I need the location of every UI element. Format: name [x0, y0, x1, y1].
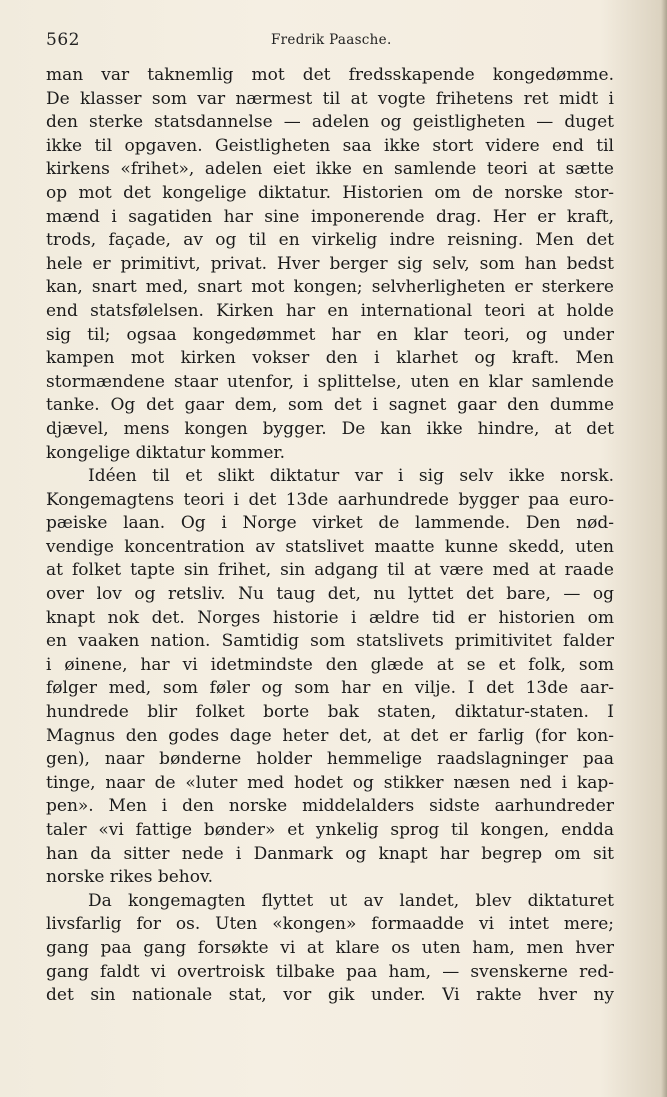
page-number: 562	[46, 30, 80, 50]
text-line: tanke. Og det gaar dem, som det i sagnet gaar den dumme	[46, 395, 614, 416]
page-edge-shadow	[661, 0, 667, 1097]
text-line: kan, snart med, snart mot kongen; selvherligheten er sterkere	[46, 277, 614, 298]
text-line: at folket tapte sin frihet, sin adgang til at være med at raade	[46, 560, 614, 581]
text-line: Da kongemagten flyttet ut av landet, blev diktaturet	[88, 890, 614, 911]
text-line: pen». Men i den norske middelalders sidste aarhundreder	[46, 796, 614, 817]
text-line: en vaaken nation. Samtidig som statslivets primitivitet falder	[46, 631, 614, 652]
text-line: trods, façade, av og til en virkelig indre reisning. Men det	[46, 230, 614, 251]
text-line: hundrede blir folket borte bak staten, diktatur-staten. I	[46, 702, 614, 723]
running-head: Fredrik Paasche.	[271, 32, 392, 48]
text-line: livsfarlig for os. Uten «kongen» formaadde vi intet mere;	[46, 914, 614, 935]
text-line: De klasser som var nærmest til at vogte frihetens ret midt i	[46, 88, 614, 109]
text-line: kirkens «frihet», adelen eiet ikke en samlende teori at sætte	[46, 159, 614, 180]
text-line: vendige koncentration av statslivet maatte kunne skedd, uten	[46, 536, 614, 557]
text-line: pæiske laan. Og i Norge virket de lammende. Den nød-	[46, 513, 614, 534]
text-line: gang faldt vi overtroisk tilbake paa ham, — svenskerne red-	[46, 961, 614, 982]
text-line: gang paa gang forsøkte vi at klare os uten ham, men hver	[46, 937, 614, 958]
text-line: Magnus den godes dage heter det, at det er farlig (for kon-	[46, 725, 614, 746]
text-line: følger med, som føler og som har en vilje. I det 13de aar-	[46, 678, 614, 699]
text-line: sig til; ogsaa kongedømmet har en klar teori, og under	[46, 324, 614, 345]
paragraph-3	[46, 890, 614, 1008]
text-line: djævel, mens kongen bygger. De kan ikke hindre, at det	[46, 418, 614, 439]
text-line: Kongemagtens teori i det 13de aarhundrede bygger paa euro-	[46, 489, 614, 510]
text-line: den sterke statsdannelse — adelen og geistligheten — duget	[46, 112, 614, 133]
page-header	[46, 30, 616, 52]
text-line: tinge, naar de «luter med hodet og stikker næsen ned i kap-	[46, 772, 614, 793]
text-line: kampen mot kirken vokser den i klarhet og kraft. Men	[46, 348, 614, 369]
text-line: hele er primitivt, privat. Hver berger sig selv, som han bedst	[46, 253, 614, 274]
paragraph-2	[46, 465, 614, 890]
text-line: kongelige diktatur kommer.	[46, 442, 286, 463]
text-line: det sin nationale stat, vor gik under. Vi rakte hver ny	[46, 985, 614, 1006]
text-line: knapt nok det. Norges historie i ældre tid er historien om	[46, 607, 614, 628]
text-line: norske rikes behov.	[46, 867, 213, 888]
text-line: Idéen til et slikt diktatur var i sig selv ikke norsk.	[88, 466, 614, 487]
text-line: op mot det kongelige diktatur. Historien om de norske stor-	[46, 182, 614, 203]
text-line: mænd i sagatiden har sine imponerende drag. Her er kraft,	[46, 206, 614, 227]
paragraph-1	[46, 64, 614, 465]
text-line: stormændene staar utenfor, i splittelse, uten en klar samlende	[46, 371, 614, 392]
text-line: man var taknemlig mot det fredsskapende kongedømme.	[46, 65, 614, 85]
body-text	[46, 64, 614, 1008]
text-line: over lov og retsliv. Nu taug det, nu lyttet det bare, — og	[46, 584, 614, 605]
text-line: gen), naar bønderne holder hemmelige raadslagninger paa	[46, 749, 614, 770]
text-line: end statsfølelsen. Kirken har en international teori at holde	[46, 300, 614, 321]
text-line: i øinene, har vi idetmindste den glæde at se et folk, som	[46, 654, 614, 675]
text-line: taler «vi fattige bønder» et ynkelig sprog til kongen, endda	[46, 820, 614, 840]
text-line: han da sitter nede i Danmark og knapt har begrep om sit	[46, 843, 614, 864]
text-line: ikke til opgaven. Geistligheten saa ikke stort videre end til	[46, 135, 614, 156]
